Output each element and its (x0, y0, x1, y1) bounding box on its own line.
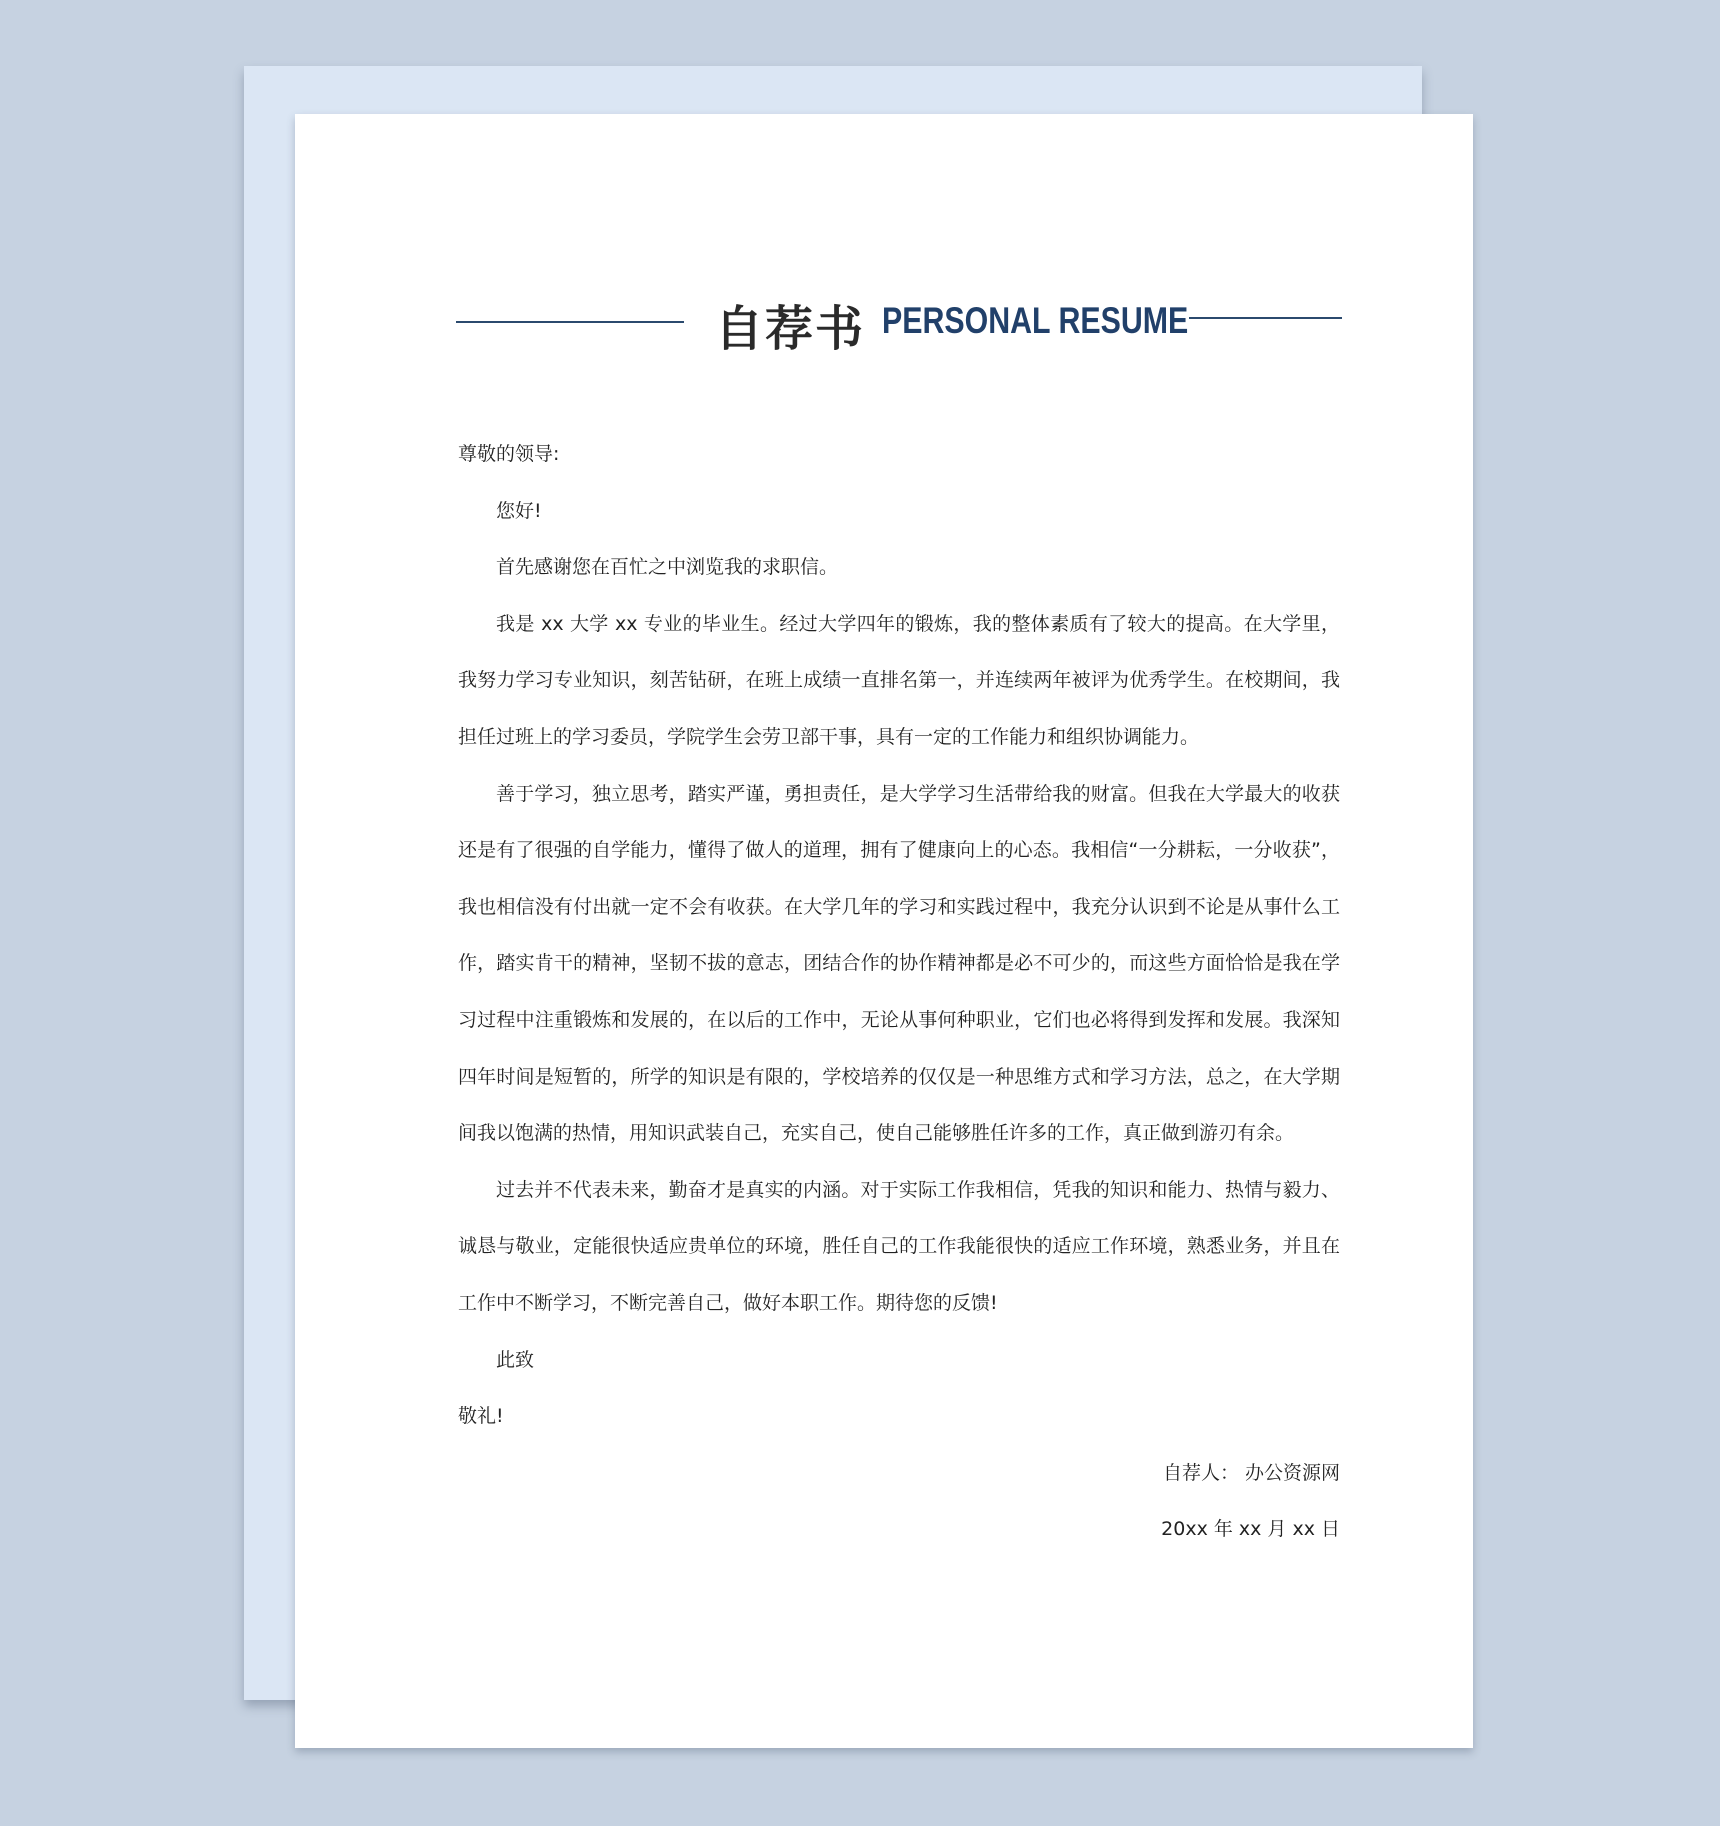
letter-paragraph-2: 善于学习，独立思考，踏实严谨，勇担责任，是大学学习生活带给我的财富。但我在大学最大的收获还是有了很强的自学能力，懂得了做人的道理，拥有了健康向上的心态。我相信“一分耕耘，一分收获”，我也相信没有付出就一定不会有收获。在大学几年的学习和实践过程中，我充分认识到不论是从事什么工作，踏实肯干的精神，坚韧不拔的意志，团结合作的协作精神都是必不可少的，而这些方面恰恰是我在学习过程中注重锻炼和发展的，在以后的工作中，无论从事何种职业，它们也必将得到发挥和发展。我深知四年时间是短暂的，所学的知识是有限的，学校培养的仅仅是一种思维方式和学习方法，总之，在大学期间我以饱满的热情，用知识武装自己，充实自己，使自己能够胜任许多的工作，真正做到游刃有余。 (458, 782, 1340, 1145)
letter-date: 20xx 年 xx 月 xx 日 (1161, 1518, 1340, 1541)
letter-paragraph-3: 过去并不代表未来，勤奋才是真实的内涵。对于实际工作我相信，凭我的知识和能力、热情与毅力、诚恳与敬业，定能很快适应贵单位的环境，胜任自己的工作我能很快的适应工作环境，熟悉业务，并且在工作中不断学习，不断完善自己，做好本职工作。期待您的反馈! (458, 1178, 1340, 1314)
letter-closing-2: 敬礼! (458, 1405, 504, 1428)
letter-thanks: 首先感谢您在百忙之中浏览我的求职信。 (496, 556, 839, 579)
letter-hello: 您好! (496, 499, 542, 522)
page-subtitle: PERSONAL RESUME (882, 300, 1189, 341)
document-page (295, 114, 1473, 1748)
letter-paragraph-1: 我是 xx 大学 xx 专业的毕业生。经过大学四年的锻炼，我的整体素质有了较大的提高。在大学里，我努力学习专业知识，刻苦钻研，在班上成绩一直排名第一，并连续两年被评为优秀学生。在校期间，我担任过班上的学习委员，学院学生会劳卫部干事，具有一定的工作能力和组织协调能力。 (458, 612, 1340, 748)
letter-body (458, 426, 1340, 1558)
title-left-rule (456, 321, 684, 323)
page-title: 自荐书 (715, 301, 866, 357)
letter-signature: 自荐人： 办公资源网 (1162, 1461, 1340, 1484)
title-right-rule (1189, 317, 1342, 319)
letter-greeting: 尊敬的领导: (458, 443, 560, 465)
letter-closing-1: 此致 (496, 1348, 535, 1371)
